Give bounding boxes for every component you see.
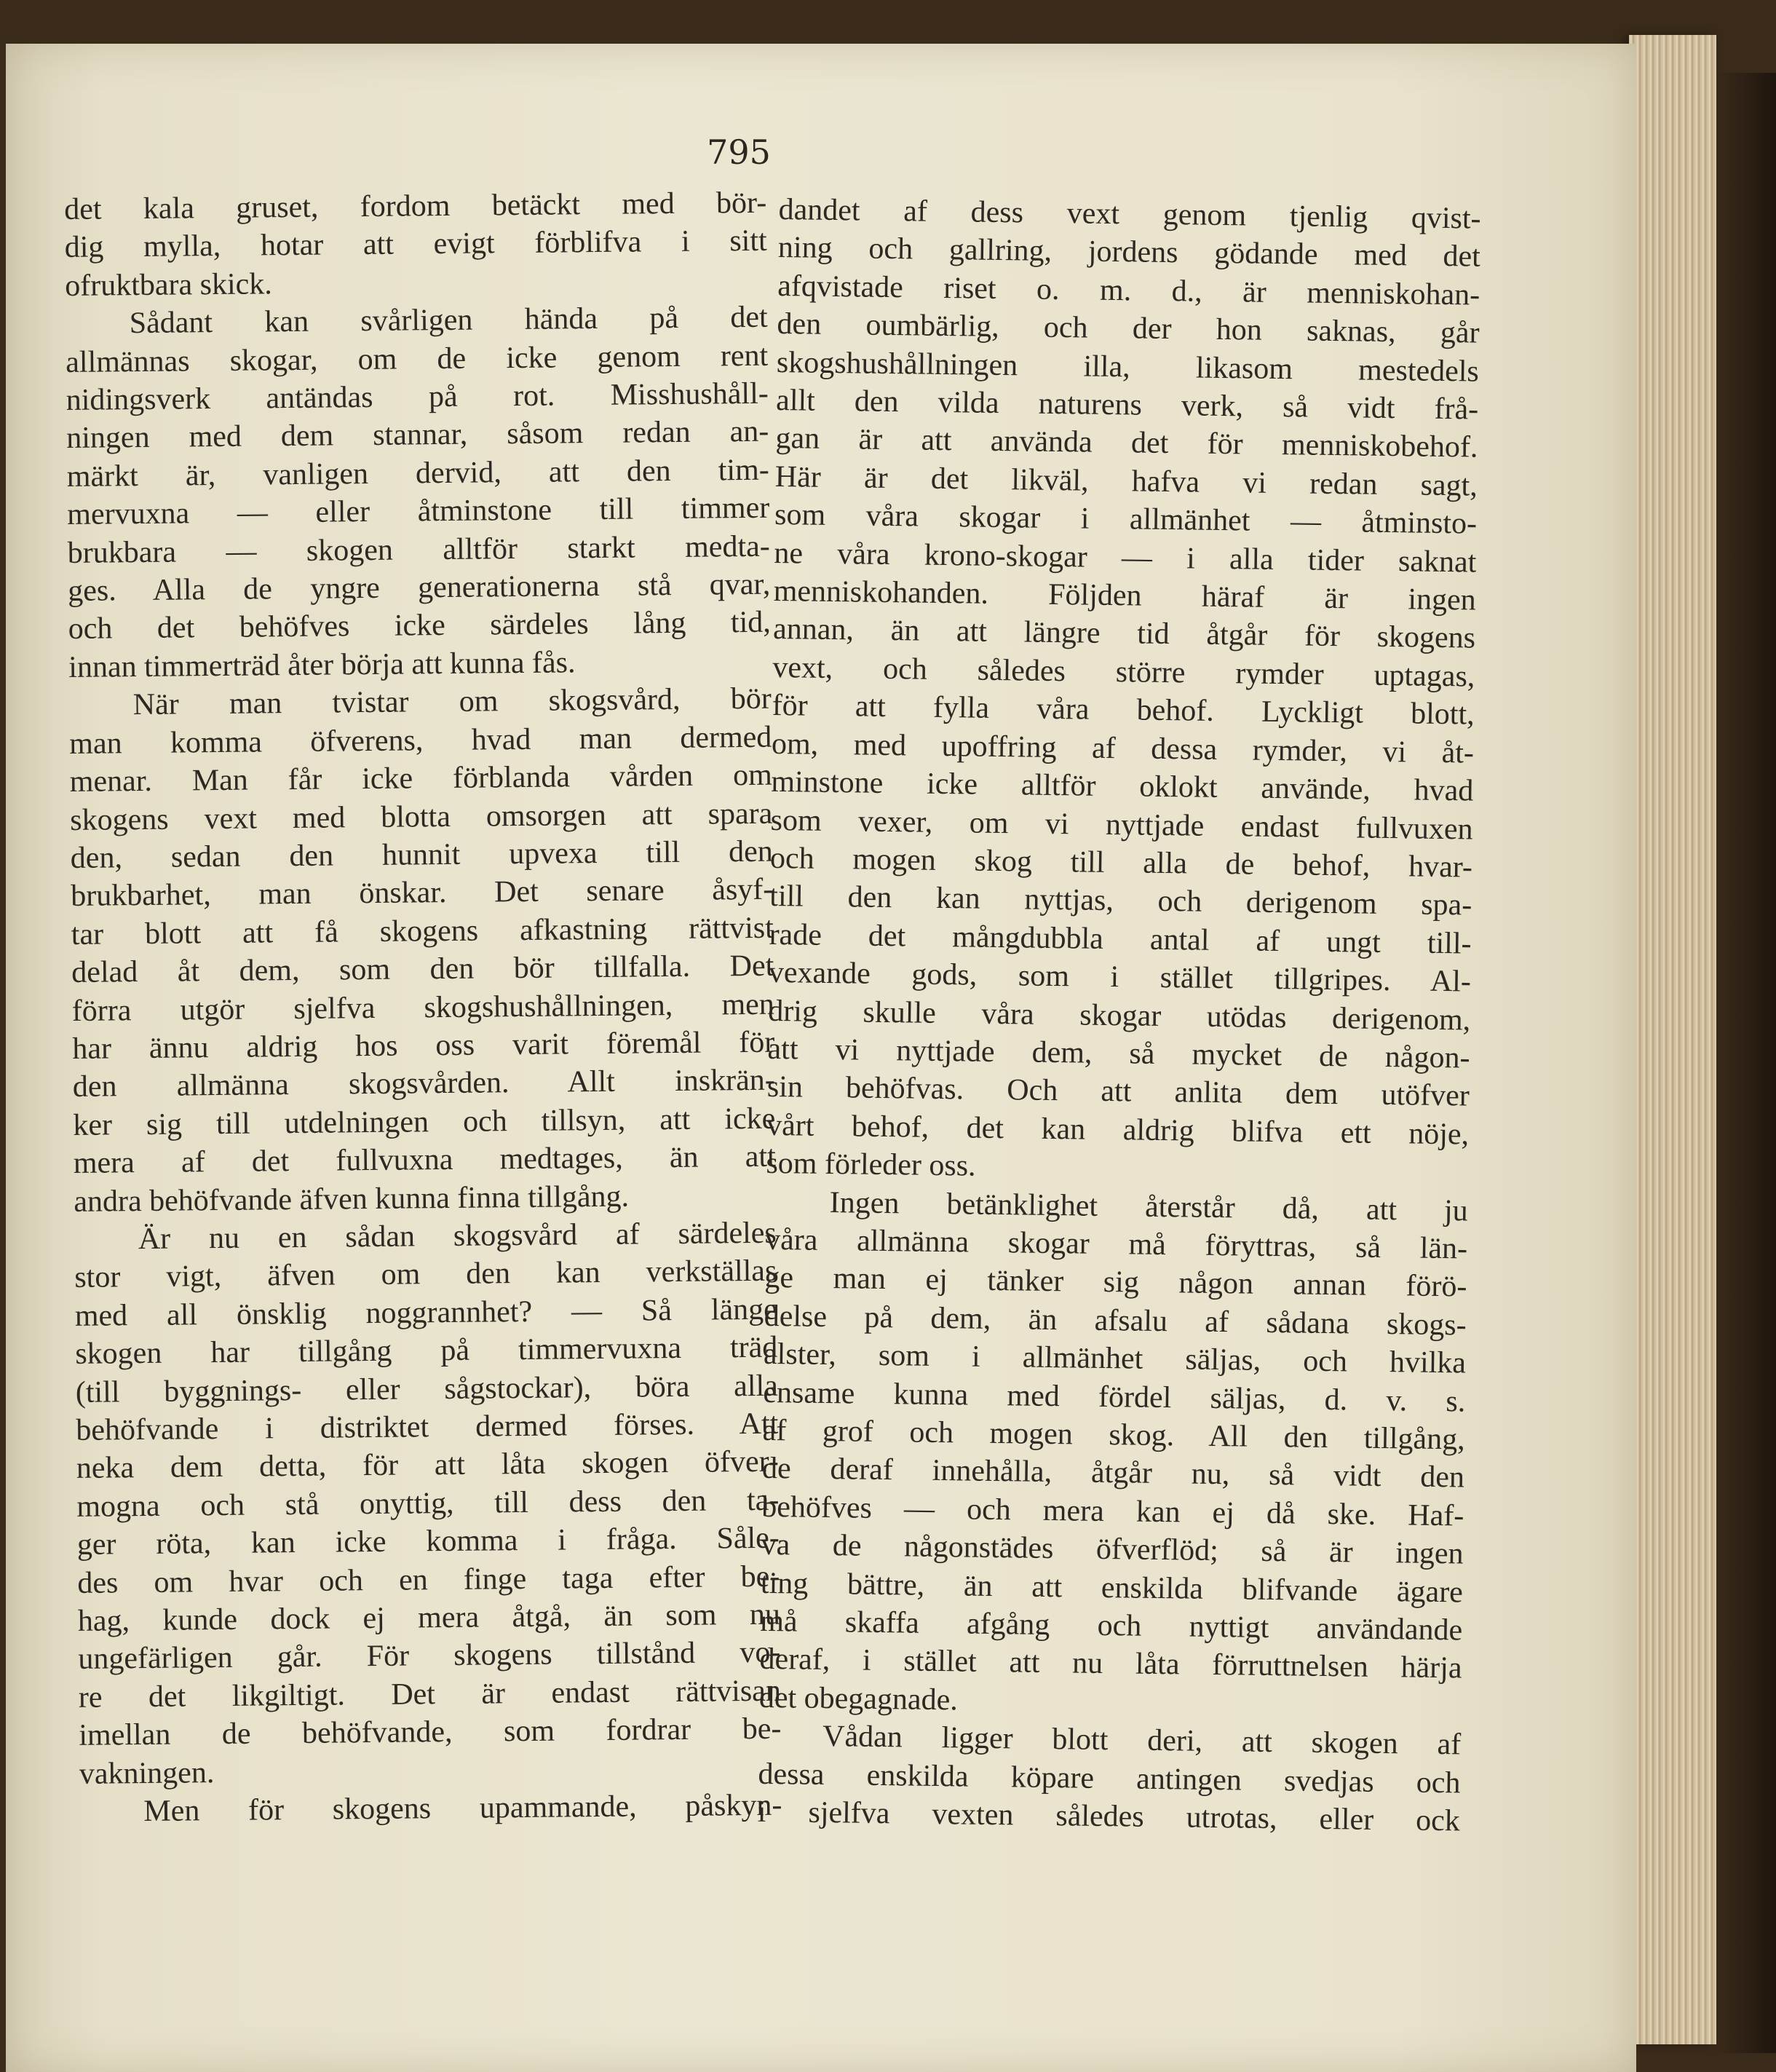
text-line: den, sedan den hunnit upvexa till den [70,834,773,875]
text-line: ofruktbara skick. [65,267,273,303]
page-edges-stack [1629,35,1716,2044]
text-line: i sjelfva vexten således utrotas, eller ock [757,1795,1461,1838]
text-line: skogens vext med blotta omsorgen att spara [70,796,773,837]
text-line: må skaffa afgång och nyttigt användande [759,1604,1463,1648]
text-line: för att fylla våra behof. Lyckligt blott, [772,689,1475,732]
text-line: mervuxna — eller åtminstone till timmer [67,491,770,532]
text-line: ting bättre, än att enskilda blifvande ägare [760,1566,1464,1610]
text-line: de deraf innehålla, åtgår nu, så vidt den [761,1452,1465,1495]
text-line: det kala gruset, fordom betäckt med bör- [64,186,767,226]
text-line: allt den vilda naturens verk, så vidt frå- [775,384,1479,427]
text-line: ningen med dem stannar, såsom redan an- [66,415,769,456]
text-line: mogna och stå onyttig, till dess den ta- [76,1483,780,1524]
text-line: ger röta, kan icke komma i fråga. Såle- [76,1521,780,1562]
text-line: mera af det fullvuxna medtages, än att [73,1139,777,1181]
text-line: des om hvar och en finge taga efter be- [77,1559,780,1600]
text-line: dandet af dess vext genom tjenlig qvist- [778,192,1481,236]
text-line: hag, kunde dock ej mera åtgå, än som nu [77,1597,781,1638]
text-line: Vådan ligger blott deri, att skogen af [822,1720,1462,1762]
text-line: afqvistade riset o. m. d., är menniskohan- [777,269,1480,312]
text-line: vårt behof, det kan aldrig blifva ett nöje, [766,1108,1470,1152]
text-line: annan, än att längre tid åtgår för skogens [772,612,1476,656]
text-line: behöfves — och mera kan ej då ske. Haf- [761,1490,1464,1533]
text-line: skogshushållningen illa, likasom mestedels [776,345,1480,389]
text-line: Här är det likväl, hafva vi redan sagt, [774,459,1478,503]
text-line: våra allmänna skogar må föryttras, så län- [764,1222,1468,1266]
text-line: va de någonstädes öfverflöd; så är ingen [761,1528,1464,1571]
text-line: och det behöfves icke särdeles lång tid, [68,606,771,646]
text-line: andra behöfvande äfven kunna finna tillgång. [74,1179,630,1219]
text-line: gan är att använda det för menniskobehof. [775,422,1478,465]
text-line: stor vigt, äfven om den kan verkställas [74,1254,777,1295]
text-line: som vexer, om vi nyttjade endast fullvuxen [770,803,1473,847]
left-text-column [64,184,782,1832]
right-text-column [758,191,1481,1840]
text-line: har ännu aldrig hos oss varit föremål för [72,1025,775,1066]
text-line: med all önsklig noggrannhet? — Så länge [74,1292,778,1333]
text-line: brukbarhet, man önskar. Det senare åsyf- [71,873,774,914]
book-cover-edge [1716,73,1776,2053]
text-line: af grof och mogen skog. All den tillgång, [762,1413,1465,1457]
text-line: re det likgiltigt. Det är endast rättvisan [78,1674,782,1715]
text-line: märkt är, vanligen dervid, att den tim- [66,453,769,494]
text-line: att vi nyttjade dem, så mycket de någon- [767,1032,1470,1075]
text-line: ker sig till utdelningen och tillsyn, att icke [73,1102,776,1142]
text-line: innan timmerträd åter börja att kunna fås. [68,646,576,684]
text-line: minstone icke alltför oklokt använde, hvad [771,765,1474,808]
text-line: den oumbärlig, och der hon saknas, går [777,307,1480,350]
text-line: Ingen betänklighet återstår då, att ju [829,1185,1469,1228]
text-line: om, med upoffring af dessa rymder, vi åt- [771,727,1475,770]
text-line: förra utgör sjelfva skogshushållningen, men [71,987,774,1028]
text-line: ungefärligen går. För skogens tillstånd vo- [78,1636,781,1677]
text-line: ges. Alla de yngre generationerna stå qvar, [68,567,771,609]
text-line: till den kan nyttjas, och derigenom spa- [769,879,1472,922]
text-line: vext, och således större rymder uptagas, [772,650,1475,694]
text-line: rade det mångdubbla antal af ungt till- [769,917,1472,961]
text-line: Men för skogens upammande, påskyn- [143,1788,782,1829]
text-line: tar blott att få skogens afkastning rättvist [71,911,774,952]
text-line: skogen har tillgång på timmervuxna träd [75,1330,778,1372]
text-line: menar. Man får icke förblanda vården om [69,758,772,799]
text-line: alster, som i allmänhet säljas, och hvilka [763,1337,1467,1380]
text-line: brukbara — skogen alltför starkt medta- [67,529,770,570]
text-line: som våra skogar i allmänhet — åtminsto- [774,498,1478,541]
text-line: som förleder oss. [766,1147,976,1183]
text-line: ne våra krono-skogar — i alla tider saknat [774,536,1477,580]
text-line: dessa enskilda köpare antingen svedjas och [758,1757,1461,1800]
text-line: (till byggnings- eller sågstockar), böra alla [75,1369,779,1409]
text-line: ning och gallring, jordens gödande med det [777,231,1481,274]
text-line: dig mylla, hotar att evigt förblifva i sitt [64,224,767,265]
text-line: delse på dem, än afsalu af sådana skogs- [764,1299,1467,1343]
text-line: Sådant kan svårligen hända på det [129,300,768,341]
text-line: När man tvistar om skogsvård, bör [132,681,772,722]
text-line: ge man ej tänker sig någon annan förö- [764,1261,1467,1304]
text-line: och mogen skog till alla de behof, hvar- [769,841,1473,885]
text-line: sin behöfvas. Och att anlita dem utöfver [766,1070,1470,1113]
text-line: deraf, i stället att nu låta förruttnelsen härja [759,1642,1462,1685]
text-line: imellan de behöfvande, som fordrar be- [79,1712,782,1753]
text-line: det obegagnade. [758,1680,959,1717]
text-line: neka dem detta, för att låta skogen öfver- [76,1445,780,1486]
text-line: drig skulle våra skogar utödas derigenom, [767,994,1471,1037]
text-line: vexande gods, som i stället tillgripes. Al- [768,956,1472,999]
text-line: ensame kunna med fördel säljas, d. v. s. [763,1375,1466,1419]
text-line: nidingsverk antändas på rot. Misshushåll- [66,376,769,418]
text-line: man komma öfverens, hvad man dermed [69,720,772,761]
text-line: den allmänna skogsvården. Allt inskrän- [72,1064,775,1104]
text-line: menniskohanden. Följden häraf är ingen [773,574,1477,617]
text-line: allmännas skogar, om de icke genom rent [66,339,769,379]
text-line: behöfvande i distriktet dermed förses. Att [76,1407,779,1447]
text-line: delad åt dem, som den bör tillfalla. Det [71,949,774,990]
text-line: vakningen. [79,1755,215,1791]
page-number: 795 [707,133,771,172]
text-line: Är nu en sådan skogsvård af särdeles [138,1216,777,1257]
